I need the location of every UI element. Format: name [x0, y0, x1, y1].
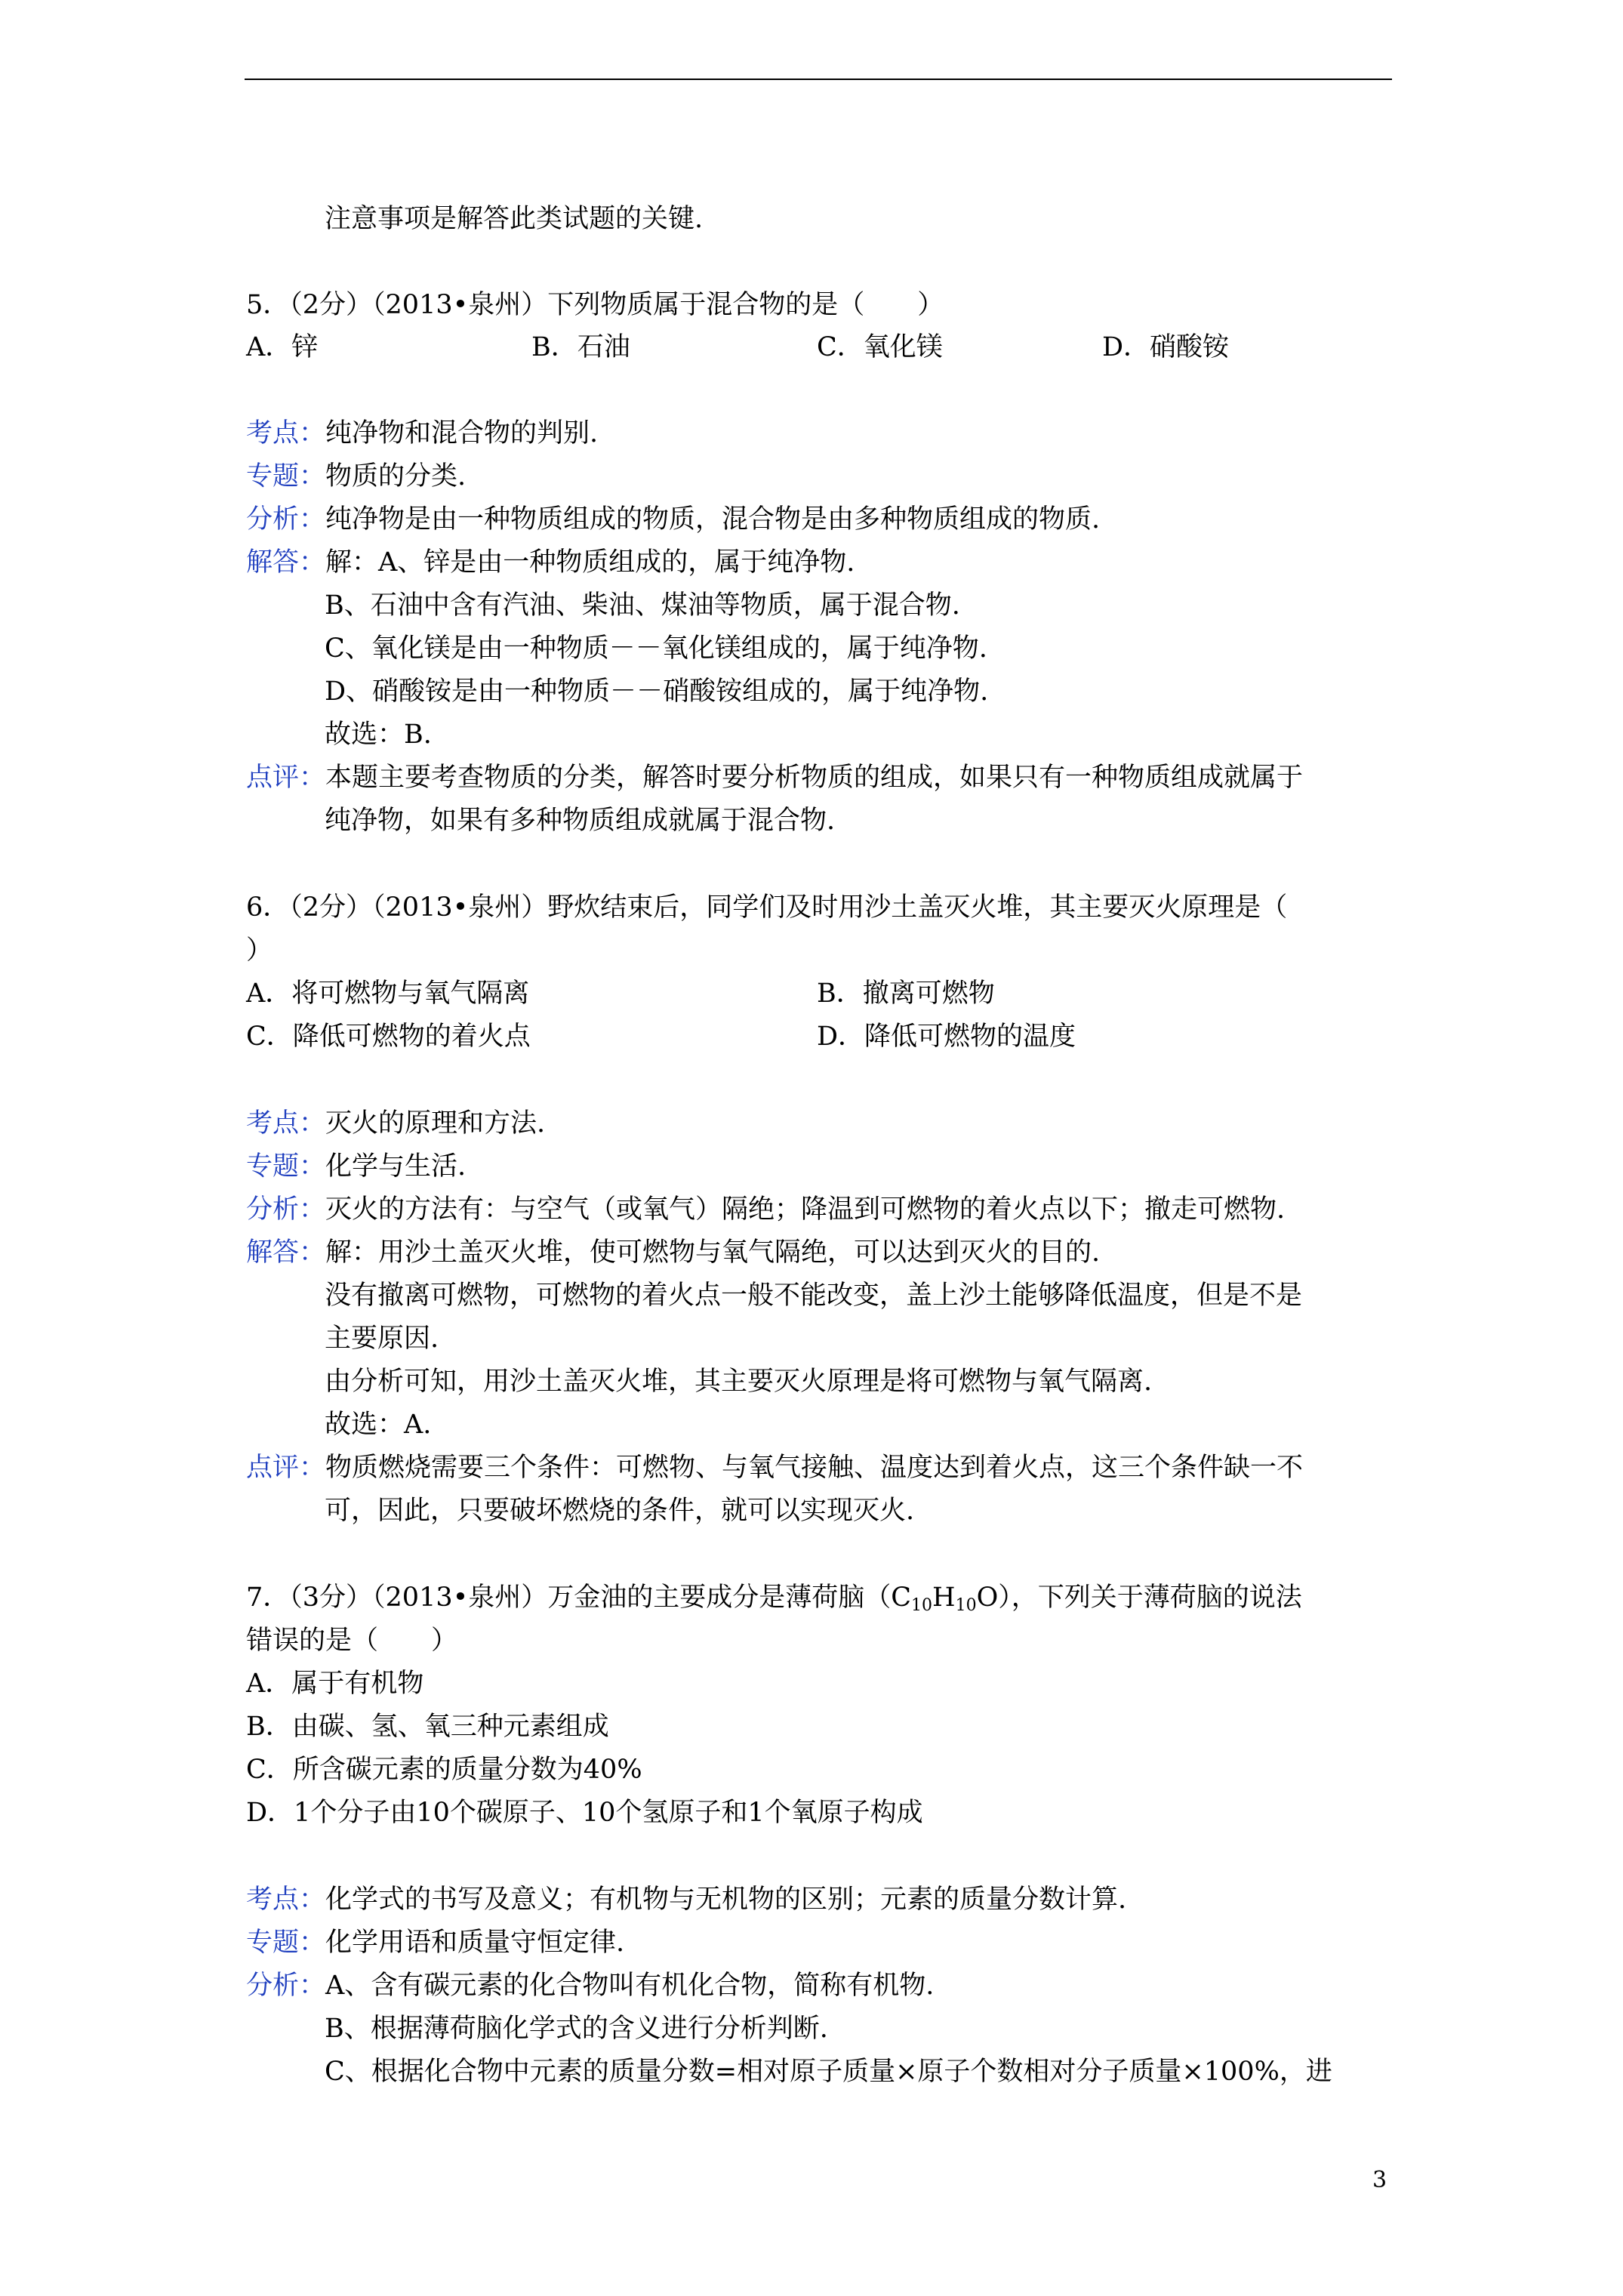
q7-stem-cont: 错误的是（ ） — [246, 1626, 458, 1656]
q6-jieda — [246, 1236, 1100, 1269]
q6-stem: 6．（2分）（2013•泉州）野炊结束后，同学们及时用沙土盖灭火堆，其主要灭火原理是（ — [246, 892, 1288, 923]
q6-zhuanti-text: 化学与生活. — [325, 1151, 467, 1182]
q5-dianping-line: 本题主要考查物质的分类，解答时要分析物质的组成，如果只有一种物质组成就属于 — [325, 763, 1304, 793]
q6-jieda-line: 解：用沙土盖灭火堆，使可燃物与氧气隔绝，可以达到灭火的目的. — [325, 1237, 1101, 1268]
q5-option-b: B．石油 — [531, 332, 630, 362]
q7-fenxi-line: C、根据化合物中元素的质量分数=相对原子质量×原子个数相对分子质量×100%，进 — [325, 2057, 1332, 2087]
q5-jieda-line: 故选：B. — [325, 720, 432, 750]
kaodian-label: 考点： — [246, 1885, 326, 1915]
q6-option-b: B．撤离可燃物 — [817, 978, 995, 1009]
q5-dianping-line: 纯净物，如果有多种物质组成就属于混合物. — [325, 806, 836, 836]
q5-option-c: C．氧化镁 — [817, 332, 943, 362]
q6-jieda-line: 故选：A. — [325, 1410, 432, 1440]
q7-fenxi — [246, 1969, 934, 2002]
q6-dianping-line: 物质燃烧需要三个条件：可燃物、与氧气接触、温度达到着火点，这三个条件缺一不 — [325, 1453, 1304, 1483]
q6-option-a: A．将可燃物与氧气隔离 — [246, 978, 530, 1009]
kaodian-label: 考点： — [246, 418, 326, 448]
q5-zhuanti — [246, 460, 466, 493]
q7-stem-part: H — [932, 1583, 956, 1613]
q7-stem-part: O），下列关于薄荷脑的说法 — [976, 1583, 1302, 1613]
q7-fenxi-line: B、根据薄荷脑化学式的含义进行分析判断. — [325, 2014, 828, 2044]
subscript: 10 — [955, 1596, 977, 1615]
q5-zhuanti-text: 物质的分类. — [325, 461, 467, 492]
q5-kaodian — [246, 417, 598, 450]
dianping-label: 点评： — [246, 763, 326, 793]
zhuanti-label: 专题： — [246, 1928, 326, 1958]
q6-option-d: D．降低可燃物的温度 — [817, 1022, 1076, 1052]
q6-dianping-line: 可，因此，只要破坏燃烧的条件，就可以实现灭火. — [325, 1496, 915, 1526]
q6-kaodian — [246, 1107, 545, 1140]
q7-option-c: C．所含碳元素的质量分数为40% — [246, 1755, 642, 1785]
q7-stem-part: 7．（3分）（2013•泉州）万金油的主要成分是薄荷脑（C — [246, 1583, 912, 1613]
q6-fenxi-text: 灭火的方法有：与空气（或氧气）隔绝；降温到可燃物的着火点以下；撤走可燃物. — [325, 1194, 1286, 1225]
q6-stem-cont: ） — [246, 935, 273, 966]
jieda-label: 解答： — [246, 547, 326, 578]
q7-stem — [246, 1581, 1302, 1623]
q5-option-a: A．锌 — [246, 332, 319, 362]
jieda-label: 解答： — [246, 1237, 326, 1268]
q7-fenxi-line: A、含有碳元素的化合物叫有机化合物，简称有机物. — [325, 1971, 935, 2001]
q5-jieda-line: C、氧化镁是由一种物质－－氧化镁组成的，属于纯净物. — [325, 633, 987, 664]
kaodian-label: 考点： — [246, 1108, 326, 1139]
zhuanti-label: 专题： — [246, 1151, 326, 1182]
fenxi-label: 分析： — [246, 504, 326, 535]
q7-kaodian-text: 化学式的书写及意义；有机物与无机物的区别；元素的质量分数计算. — [325, 1885, 1127, 1915]
q6-fenxi — [246, 1193, 1285, 1226]
q7-zhuanti — [246, 1926, 624, 1959]
q5-jieda — [246, 546, 855, 579]
header-rule — [245, 79, 1392, 80]
q7-option-a: A．属于有机物 — [246, 1669, 424, 1699]
fenxi-label: 分析： — [246, 1971, 326, 2001]
dianping-label: 点评： — [246, 1453, 326, 1483]
q5-kaodian-text: 纯净物和混合物的判别. — [325, 418, 599, 448]
q6-jieda-line: 由分析可知，用沙土盖灭火堆，其主要灭火原理是将可燃物与氧气隔离. — [325, 1367, 1153, 1397]
q5-fenxi-text: 纯净物是由一种物质组成的物质，混合物是由多种物质组成的物质. — [325, 504, 1101, 535]
q7-option-d: D．1个分子由10个碳原子、10个氢原子和1个氧原子构成 — [246, 1798, 923, 1828]
q5-fenxi — [246, 503, 1100, 536]
fenxi-label: 分析： — [246, 1194, 326, 1225]
q5-jieda-line: D、硝酸铵是由一种物质－－硝酸铵组成的，属于纯净物. — [325, 676, 989, 707]
page-number: 3 — [1372, 2167, 1387, 2193]
intro-text: 注意事项是解答此类试题的关键. — [325, 204, 704, 234]
q6-zhuanti — [246, 1150, 466, 1183]
q7-option-b: B．由碳、氢、氧三种元素组成 — [246, 1712, 609, 1742]
zhuanti-label: 专题： — [246, 461, 326, 492]
q6-dianping — [246, 1451, 1303, 1484]
q7-kaodian — [246, 1883, 1126, 1916]
subscript: 10 — [911, 1596, 933, 1615]
q6-jieda-line: 主要原因. — [325, 1324, 439, 1354]
q5-jieda-line: 解：A、锌是由一种物质组成的，属于纯净物. — [325, 547, 855, 578]
q5-option-d: D．硝酸铵 — [1102, 332, 1230, 362]
q5-stem: 5．（2分）（2013•泉州）下列物质属于混合物的是（ ） — [246, 290, 944, 320]
q7-zhuanti-text: 化学用语和质量守恒定律. — [325, 1928, 625, 1958]
q6-jieda-line: 没有撤离可燃物，可燃物的着火点一般不能改变，盖上沙土能够降低温度，但是不是 — [325, 1281, 1303, 1311]
q6-kaodian-text: 灭火的原理和方法. — [325, 1108, 546, 1139]
q6-option-c: C．降低可燃物的着火点 — [246, 1022, 531, 1052]
q5-jieda-line: B、石油中含有汽油、柴油、煤油等物质，属于混合物. — [325, 590, 960, 621]
q5-dianping — [246, 761, 1303, 794]
